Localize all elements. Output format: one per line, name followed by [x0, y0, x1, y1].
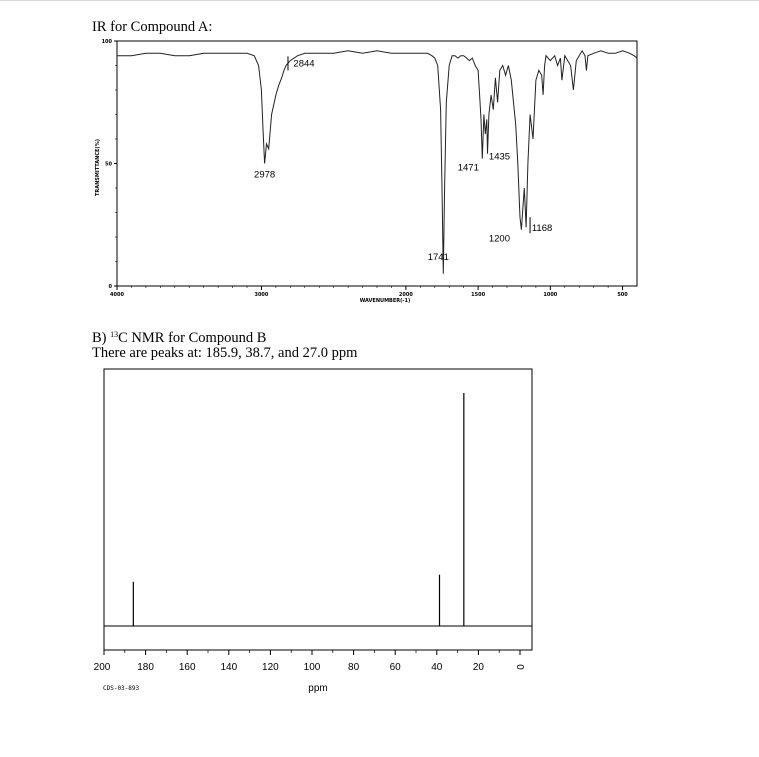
ir-x-tick-label: 1000: [543, 292, 558, 298]
spectrum-code: CDS-03-893: [103, 685, 140, 692]
nmr-subtitle: There are peaks at: 185.9, 38.7, and 27.0 ppm: [92, 345, 358, 361]
nmr-x-tick-label: 120: [262, 662, 279, 673]
ir-x-tick-label: 1500: [471, 292, 486, 298]
ir-peak-label-2978: 2978: [254, 169, 276, 181]
nmr-x-tick-label: 160: [178, 662, 196, 673]
nmr-title-main: C NMR for Compound B: [118, 330, 267, 346]
nmr-x-tick-label: 40: [431, 662, 443, 673]
nmr-x-tick-label: 100: [303, 662, 321, 673]
nmr-x-tick-label: 80: [348, 662, 360, 673]
ir-x-tick-label: 500: [617, 292, 628, 298]
nmr-plot-frame: [104, 369, 532, 650]
ir-x-tick-label: 3000: [254, 292, 269, 298]
nmr-x-tick-label: 60: [389, 662, 401, 673]
nmr-x-tick-label: 140: [220, 662, 238, 673]
nmr-title-prefix: B): [92, 330, 111, 346]
ir-peak-label-1168: 1168: [531, 223, 553, 235]
ir-y-tick-label: 50: [105, 161, 112, 168]
nmr-x-tick-label: 180: [137, 662, 154, 673]
ir-peak-label-1200: 1200: [488, 233, 511, 245]
ir-x-tick-label: 4000: [110, 292, 124, 298]
ir-peak-label-1741: 1741: [427, 251, 449, 263]
ir-peak-label-2844: 2844: [293, 58, 315, 70]
nmr-x-tick-label: 0: [516, 664, 527, 670]
nmr-x-axis-label: ppm: [308, 683, 328, 694]
ir-x-axis-label: WAVENUMBER(-1): [359, 298, 411, 304]
nmr-x-tick-label: 20: [472, 662, 484, 673]
nmr-x-tick-label: 200: [93, 662, 111, 673]
ir-y-axis-label: TRANSMITTANCE(%): [95, 138, 101, 197]
ir-peak-label-1435: 1435: [488, 151, 511, 163]
nmr-title-isotope: 13: [110, 330, 119, 339]
ir-y-tick-label: 100: [101, 39, 112, 45]
ir-y-tick-label: 0: [108, 284, 112, 290]
ir-x-tick-label: 2000: [398, 292, 413, 298]
ir-peak-label-1471: 1471: [457, 162, 479, 174]
ir-title: IR for Compound A:: [92, 19, 213, 35]
